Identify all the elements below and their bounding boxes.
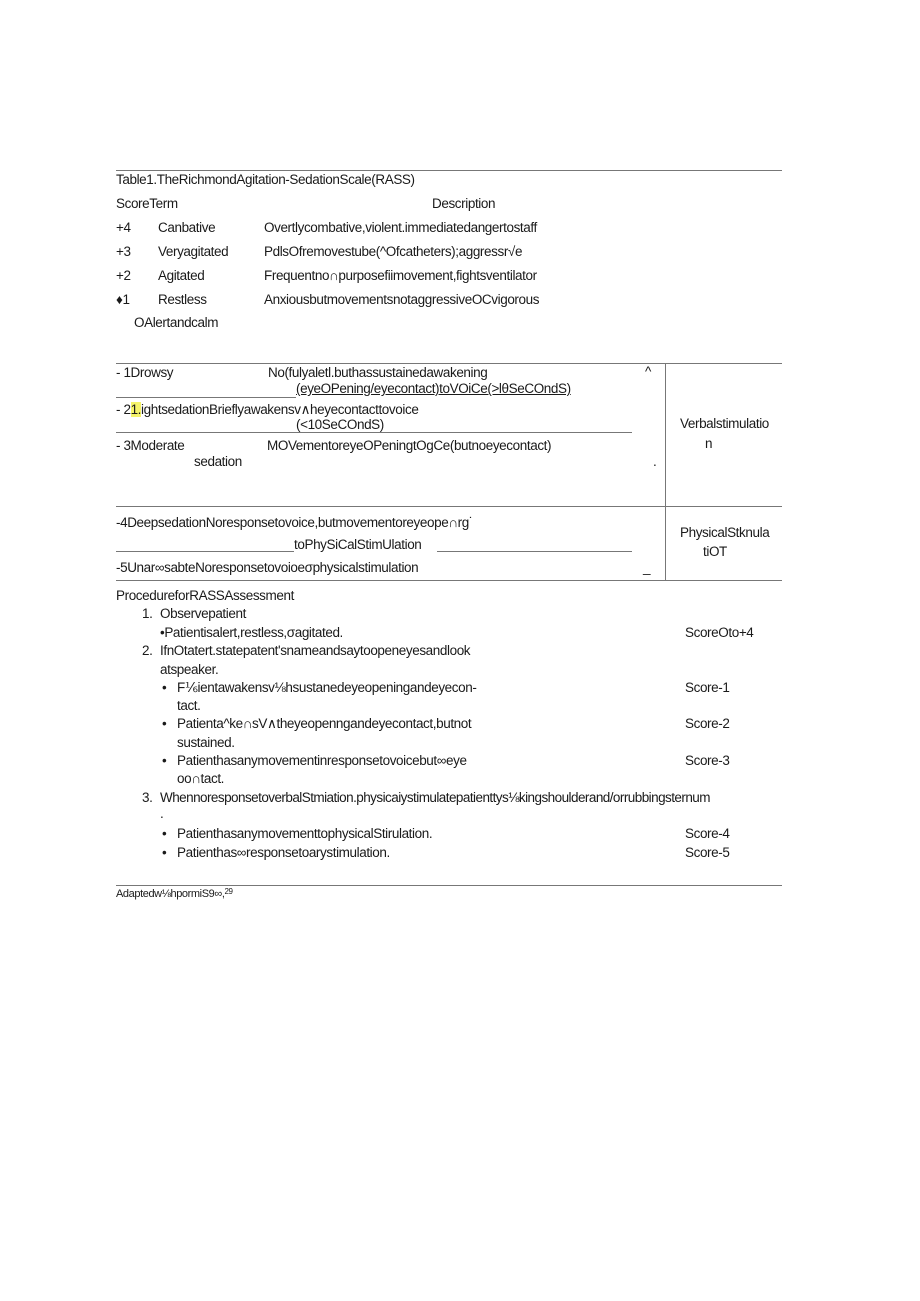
row-minus4: -4DeepsedationNoresponsetovoice,butmovementoreyeope∩rg˙ [116, 515, 473, 530]
bullet-score: Score-2 [685, 716, 730, 731]
step-number: 3. [142, 790, 153, 805]
row-score: ♦1 [116, 292, 130, 307]
row-minus1-score-term: - 1Drowsy [116, 365, 174, 380]
header-score-term: ScoreTerm [116, 196, 178, 211]
procedure-title: ProcedureforRASSAssessment [116, 588, 294, 603]
step-text-2: atspeaker. [160, 662, 219, 677]
row-score: +3 [116, 244, 131, 259]
row-minus1-description-2: (eyeOPening/eyecontact)toVOiCe(>lθSeCOndS) [296, 381, 571, 396]
row-term: Agitated [158, 268, 205, 283]
footnote [116, 888, 233, 900]
row-minus3-term-2: sedation [194, 454, 242, 469]
row-description: Frequentno∩purposefiimovement,fightsventilator [264, 268, 537, 283]
step-text: IfnOtatert.statepatent'snameandsaytoopeneyesandlook [160, 643, 471, 658]
step-number: 1. [142, 606, 153, 621]
row-rule [116, 397, 296, 398]
row-minus5: -5Unar∞sabteNoresponsetovoioeσphysicalstimulation [116, 560, 419, 575]
verbal-top-rule [116, 363, 782, 364]
step-subtext: •Patientisalert,restless,σagitated. [160, 625, 343, 640]
row-minus3-mark: . [653, 454, 657, 469]
row-minus2-prefix: - 2 [116, 402, 131, 417]
bullet-score: Score-1 [685, 680, 730, 695]
physical-stimulation-label-2: tiOT [703, 544, 727, 559]
bullet-text-2: oo∩tact. [177, 771, 225, 786]
physical-stimulation-label: PhysicalStknula [680, 525, 770, 540]
table-top-rule [116, 170, 782, 171]
step-text-2: . [160, 806, 164, 821]
footnote-text: Adaptedw⅛hpormiS9∞, [116, 888, 225, 900]
row-minus3-description: MOVementoreyeOPeningtOgCe(butnoeyecontact) [267, 438, 552, 453]
step-score: ScoreOto+4 [685, 625, 754, 640]
step-number: 2. [142, 643, 153, 658]
row-term: Veryagitated [158, 244, 229, 259]
table-title: Table1.TheRichmondAgitation-SedationScale(RASS) [116, 172, 415, 187]
row-zero: OAlertandcalm [134, 315, 219, 330]
row-minus2 [116, 402, 418, 418]
bullet-text: PatienthasanymovementtophysicalStirulation. [177, 826, 433, 841]
bullet-text: Patienthasanymovementinresponsetovoicebut∞eye [177, 753, 467, 768]
row-rule [437, 551, 632, 552]
bullet-text: F⅙ientawakensv⅛hsustanedeyeopeningandeyecon- [177, 680, 477, 695]
row-description: Overtlycombative,violent.immediatedangertostaff [264, 220, 537, 235]
bullet: • [162, 845, 167, 860]
procedure-top-rule [116, 580, 782, 581]
highlighted-text: 1. [130, 402, 142, 417]
row-minus2-description-2: (<10SeCOndS) [296, 417, 384, 432]
row-minus1-mark: ^ [645, 364, 651, 379]
verbal-stimulation-label: Verbalstimulatio [680, 416, 769, 431]
bullet-text-2: tact. [177, 698, 201, 713]
row-rule [116, 432, 632, 433]
bullet-score: Score-3 [685, 753, 730, 768]
bullet-text: Patienta^ke∩sV∧theyeopenngandeyecontact,butnot [177, 716, 472, 731]
verbal-stimulation-label-2: n [705, 436, 713, 451]
bullet: • [162, 716, 167, 731]
bullet-score: Score-5 [685, 845, 730, 860]
row-minus3-score-term: - 3Moderate [116, 438, 185, 453]
bullet-text: Patienthas∞responsetoarystimulation. [177, 845, 390, 860]
stimulation-column-divider [665, 363, 666, 580]
step-text: Observepatient [160, 606, 246, 621]
row-description: AnxiousbutmovementsnotaggressiveOCvigorous [264, 292, 540, 307]
bullet-score: Score-4 [685, 826, 730, 841]
row-description: PdlsOfremovestube(^Ofcatheters);aggressr√e [264, 244, 523, 259]
physical-top-rule [116, 506, 782, 507]
bullet: • [162, 753, 167, 768]
step-text: WhennoresponsetoverbalStmiation.physicaiystimulatepatienttys⅛kingshoulderand/orrubbingsternum [160, 790, 710, 805]
row-minus1-description: No(fulyaletl.buthassustainedawakening [268, 365, 488, 380]
table-bottom-rule [116, 885, 782, 886]
row-rule [116, 551, 294, 552]
row-score: +2 [116, 268, 131, 283]
row-minus4-description-2: toPhySiCalStimUlation [294, 537, 422, 552]
row-term: Canbative [158, 220, 216, 235]
bullet: • [162, 826, 167, 841]
bullet: • [162, 680, 167, 695]
footnote-reference: 29 [224, 887, 233, 896]
row-minus5-mark: _ [643, 560, 651, 575]
bullet-text-2: sustained. [177, 735, 235, 750]
header-description: Description [432, 196, 496, 211]
row-term: Restless [158, 292, 207, 307]
row-minus2-text: ightsedationBrieflyawakensv∧heyecontacttovoice [141, 402, 419, 417]
row-score: +4 [116, 220, 131, 235]
